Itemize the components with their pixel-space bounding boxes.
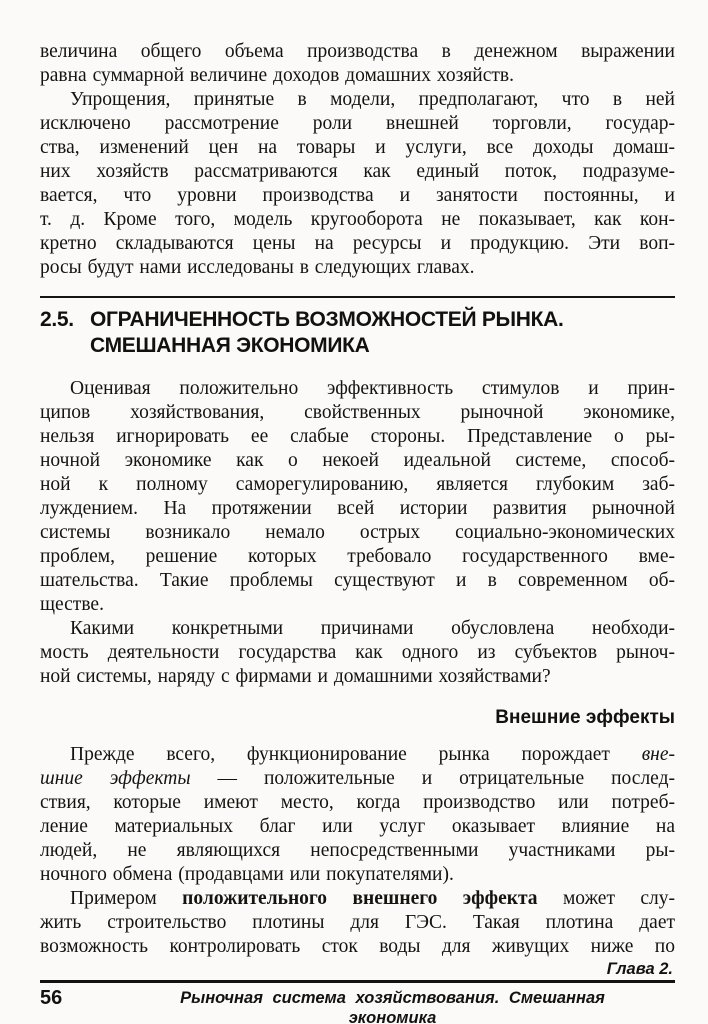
body-line [40,839,675,863]
footer-rule [40,980,675,983]
body-line [40,545,675,569]
paragraph [40,40,675,88]
body-line [40,401,675,425]
text-segment: луждением. На протяжении всей истории развития рыночной [40,498,675,519]
body-line [40,88,675,112]
heading-number: 2.5. [40,308,74,331]
body-line [40,425,675,449]
text-segment: ночного обмена (продавцами или покупателями). [40,864,454,885]
text-segment: нельзя игнорировать ее слабые стороны. Представление о ры- [40,426,675,447]
section-heading-inner [40,307,675,359]
text-segment: ление материальных благ или услуг оказывает влияние на [40,816,675,837]
text-segment: Прежде всего, функционирование рынка порождает [70,744,642,765]
text-segment: ной к полному саморегулированию, является глубоким заб- [40,474,675,495]
text-segment: них хозяйств рассматриваются как единый поток, подразуме- [40,161,675,182]
body-line [40,112,675,136]
paragraph [40,88,675,280]
text-segment: вне- [641,744,675,765]
text-segment: т. д. Кроме того, модель кругооборота не показывает, как кон- [40,209,675,230]
body-line [40,767,675,791]
body-line [40,232,675,256]
body-line [40,473,675,497]
body-line [40,815,675,839]
running-title: Рыночная система хозяйствования. Смешанная экономика [180,989,605,1024]
body-line [40,863,675,887]
body-line [40,887,675,911]
text-segment: кретно складываются цены на ресурсы и продукцию. Эти воп- [40,233,675,254]
text-segment: проблем, решение которых требовало государственного вме- [40,546,675,567]
text-segment: ночной экономике как о некоей идеальной системе, способ- [40,450,675,471]
text-segment: ствия, которые имеют место, когда производство или потреб- [40,792,675,813]
text-segment: ципов хозяйствования, свойственных рыночной экономике, [40,402,675,423]
text-segment: Упрощения, принятые в модели, предполагают, что в ней [70,89,675,110]
body-line [40,617,675,641]
text-segment: росы будут нами исследованы в следующих главах. [40,257,475,278]
text-segment: мость деятельности государства как одного из субъектов рыноч- [40,642,675,663]
body-line [40,208,675,232]
text-segment: величина общего объема производства в денежном выражении [40,41,675,62]
footer-row [40,987,675,1024]
body-line [40,521,675,545]
body-line [40,935,675,959]
heading-title-line: ОГРАНИЧЕННОСТЬ ВОЗМОЖНОСТЕЙ РЫНКА. [90,308,564,331]
text-segment: возможность контролировать сток воды для живущих ниже по [40,936,675,957]
paragraph [40,617,675,689]
body-line [40,160,675,184]
paragraph [40,887,675,959]
text-segment: Примером [70,888,183,909]
page-number: 56 [40,987,63,1009]
text-segment: исключено рассмотрение роли внешней торговли, государ- [40,113,675,134]
text-segment: ществе. [40,594,104,615]
body-line [40,377,675,401]
text-segment: — положительные и отрицательные послед- [190,768,675,789]
body-line [40,791,675,815]
body-line [40,569,675,593]
subheading: Внешние эффекты [495,707,675,728]
body-line [40,256,675,280]
text-segment: Какими конкретными причинами обусловлена необходи- [70,618,675,639]
body-line [40,40,675,64]
text-segment: системы возникало немало острых социально-экономических [40,522,675,543]
body-line [40,641,675,665]
body-line [40,184,675,208]
text-segment: положительного внешнего эффекта [182,888,538,909]
paragraph [40,377,675,617]
text-segment: может слу- [537,888,676,909]
footer [40,960,675,1024]
body-line [40,743,675,767]
chapter-label: Глава 2. [606,960,673,978]
paragraph [40,743,675,887]
text-segment: вается, что уровни производства и занятости постоянны, и [40,185,675,206]
text-segment: шательства. Такие проблемы существуют и в современном об- [40,570,675,591]
text-segment: ства, изменений цен на товары и услуги, все доходы домаш- [40,137,675,158]
heading-title [90,307,675,359]
text-segment: шние эффекты [40,768,191,789]
page-body [40,40,675,959]
text-segment: людей, не являющихся непосредственными участниками ры- [40,840,675,861]
section-heading [40,296,675,359]
body-line [40,497,675,521]
heading-title-line: СМЕШАННАЯ ЭКОНОМИКА [90,334,370,357]
body-line [40,593,675,617]
body-line [40,911,675,935]
body-line [40,136,675,160]
body-line [40,665,675,689]
text-segment: ной системы, наряду с фирмами и домашними хозяйствами? [40,666,551,687]
body-line [40,449,675,473]
text-segment: жить строительство плотины для ГЭС. Такая плотина дает [40,912,675,933]
text-segment: Оценивая положительно эффективность стимулов и прин- [70,378,675,399]
text-segment: равна суммарной величине доходов домашних хозяйств. [40,65,514,86]
body-line [40,64,675,88]
